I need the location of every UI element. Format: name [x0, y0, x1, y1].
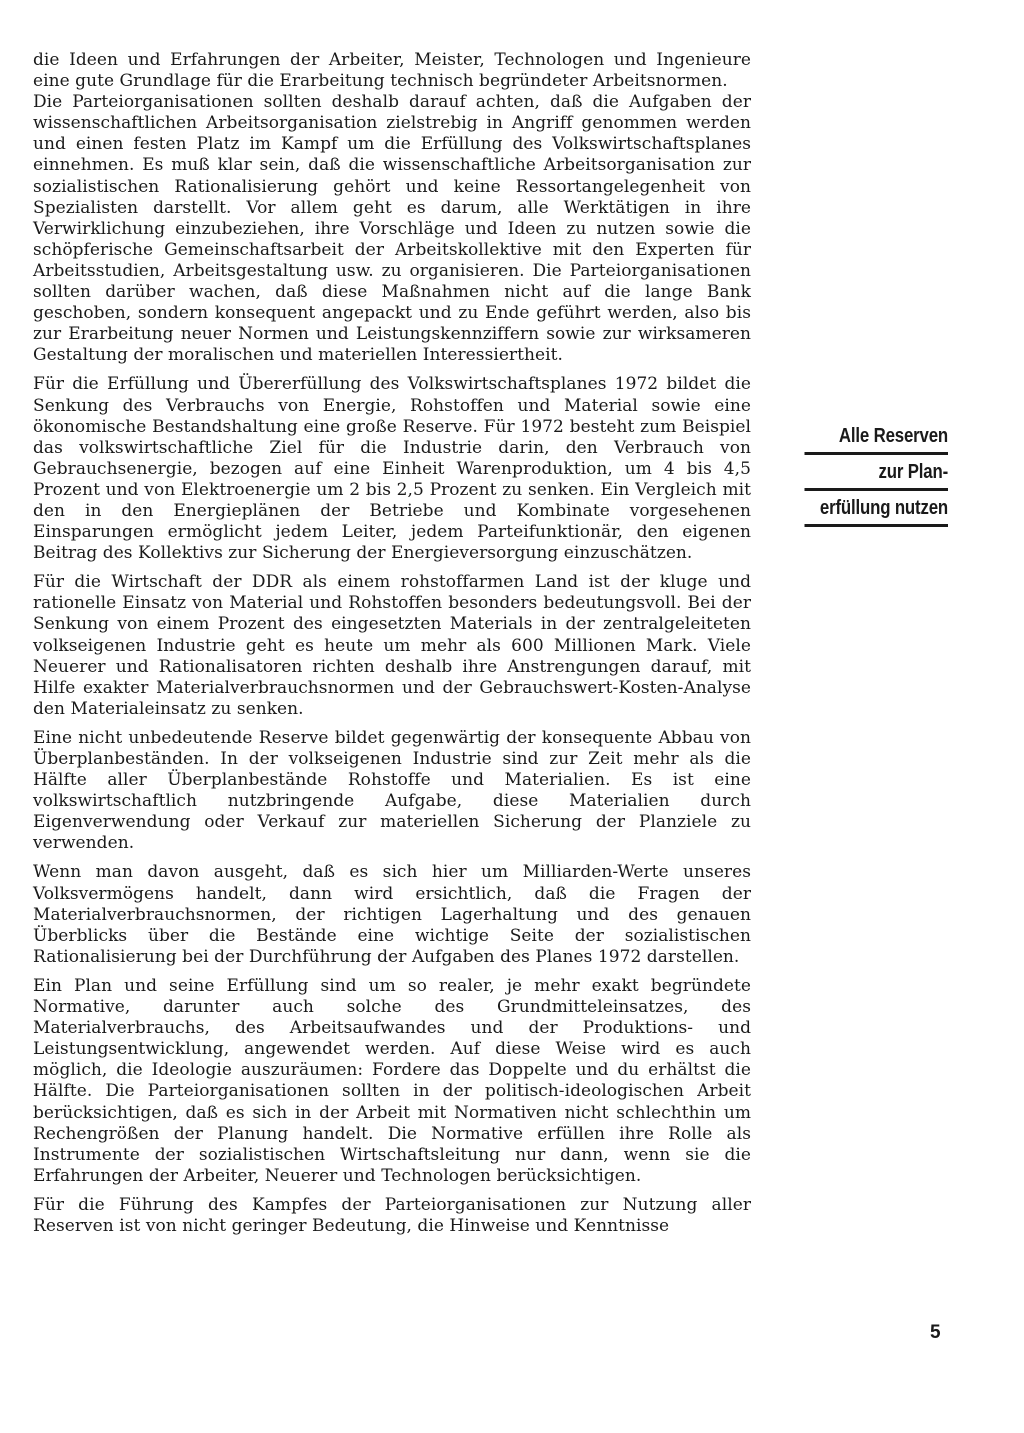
marginal-rule-1 — [805, 452, 949, 455]
paragraph-8: Für die Führung des Kampfes der Parteiorganisationen zur Nutzung aller Reserven ist von nicht geringer Bedeutung, die Hinweise und Kenntnisse — [33, 1194, 751, 1236]
marginal-heading — [805, 423, 949, 527]
paragraph-4: Für die Wirtschaft der DDR als einem rohstoffarmen Land ist der kluge und rationelle Einsatz von Material und Rohstoffen besonders bedeutungsvoll. Bei der Senkung von einem Prozent des eingesetzten Materials in der zentralgeleiteten volkseigenen Industrie geht es heute um mehr als 600 Millionen Mark. Viele Neuerer und Rationalisatoren richten deshalb ihre Anstrengungen darauf, mit Hilfe exakter Materialverbrauchsnormen und der Gebrauchswert-Kosten-Analyse den Materialeinsatz zu senken. — [33, 572, 751, 719]
paragraph-7: Ein Plan und seine Erfüllung sind um so realer, je mehr exakt begründete Normative, darunter auch solche des Grundmitteleinsatzes, des Materialverbrauchs, des Arbeitsaufwandes und der Produktions- und Leistungsentwicklung, angewendet werden. Auf diese Weise wird es auch möglich, die Ideologie auszuräumen: Fordere das Doppelte und du erhältst die Hälfte. Die Parteiorganisationen sollten in der politisch-ideologischen Arbeit berücksichtigen, daß es sich in der Arbeit mit Normativen nicht schlechthin um Rechengrößen der Planung handelt. Die Normative erfüllen ihre Rolle als Instrumente der sozialistischen Wirtschaftsleitung nur dann, wenn sie die Erfahrungen der Arbeiter, Neuerer und Technologen berücksichtigen. — [33, 975, 751, 1186]
paragraph-5: Eine nicht unbedeutende Reserve bildet gegenwärtig der konsequente Abbau von Überplanbeständen. In der volkseigenen Industrie sind zur Zeit mehr als die Hälfte aller Überplanbestände Rohstoffe und Materialien. Es ist eine volkswirtschaftlich nutzbringende Aufgabe, diese Materialien durch Eigenverwendung oder Verkauf zur materiellen Sicherung der Planziele zu verwenden. — [33, 727, 751, 854]
marginal-heading-line-2: zur Plan- — [878, 460, 948, 483]
marginal-heading-line-3: erfüllung nutzen — [819, 496, 948, 519]
marginal-rule-3 — [805, 524, 949, 527]
main-text-column — [33, 50, 751, 1237]
paragraph-3: Für die Erfüllung und Übererfüllung des Volkswirtschaftsplanes 1972 bildet die Senkung des Verbrauchs von Energie, Rohstoffen und Material sowie eine ökonomische Bestandshaltung eine große Reserve. Für 1972 besteht zum Beispiel das volkswirtschaftliche Ziel für die Industrie darin, den Verbrauch von Gebrauchsenergie, bezogen auf eine Einheit Warenproduktion, um 4 bis 4,5 Prozent und von Elektroenergie um 2 bis 2,5 Prozent zu senken. Ein Vergleich mit den in den Energieplänen der Betriebe und Kombinate vorgesehenen Einsparungen ermöglicht jedem Leiter, jedem Parteifunktionär, den eigenen Beitrag des Kollektivs zur Sicherung der Energieversorgung einzuschätzen. — [33, 374, 751, 564]
paragraph-1: die Ideen und Erfahrungen der Arbeiter, Meister, Technologen und Ingenieure eine gute Grundlage für die Erarbeitung technisch begründeter Arbeitsnormen. — [33, 50, 751, 92]
page-number: 5 — [930, 1322, 941, 1343]
paragraph-2: Die Parteiorganisationen sollten deshalb darauf achten, daß die Aufgaben der wissenschaftlichen Arbeitsorganisation zielstrebig in Angriff genommen werden und einen festen Platz im Kampf um die Erfüllung des Volkswirtschaftsplanes einnehmen. Es muß klar sein, daß die wissenschaftliche Arbeitsorganisation zur sozialistischen Rationalisierung gehört und keine Ressortangelegenheit von Spezialisten darstellt. Vor allem geht es darum, alle Werktätigen in ihre Verwirklichung einzubeziehen, ihre Vorschläge und Ideen zu nutzen sowie die schöpferische Gemeinschaftsarbeit der Arbeitskollektive mit den Experten für Arbeitsstudien, Arbeitsgestaltung usw. zu organisieren. Die Parteiorganisationen sollten darüber wachen, daß diese Maßnahmen nicht auf die lange Bank geschoben, sondern konsequent angepackt und zu Ende geführt werden, also bis zur Erarbeitung neuer Normen und Leistungskennziffern sowie zur wirksameren Gestaltung der moralischen und materiellen Interessiertheit. — [33, 92, 751, 366]
marginal-heading-line-1: Alle Reserven — [838, 424, 948, 447]
paragraph-6: Wenn man davon ausgeht, daß es sich hier um Milliarden-Werte unseres Volksvermögens handelt, dann wird ersichtlich, daß die Fragen der Materialverbrauchsnormen, der richtigen Lagerhaltung und des genauen Überblicks über die Bestände eine wichtige Seite der sozialistischen Rationalisierung bei der Durchführung der Aufgaben des Planes 1972 darstellen. — [33, 862, 751, 967]
marginal-rule-2 — [805, 488, 949, 491]
